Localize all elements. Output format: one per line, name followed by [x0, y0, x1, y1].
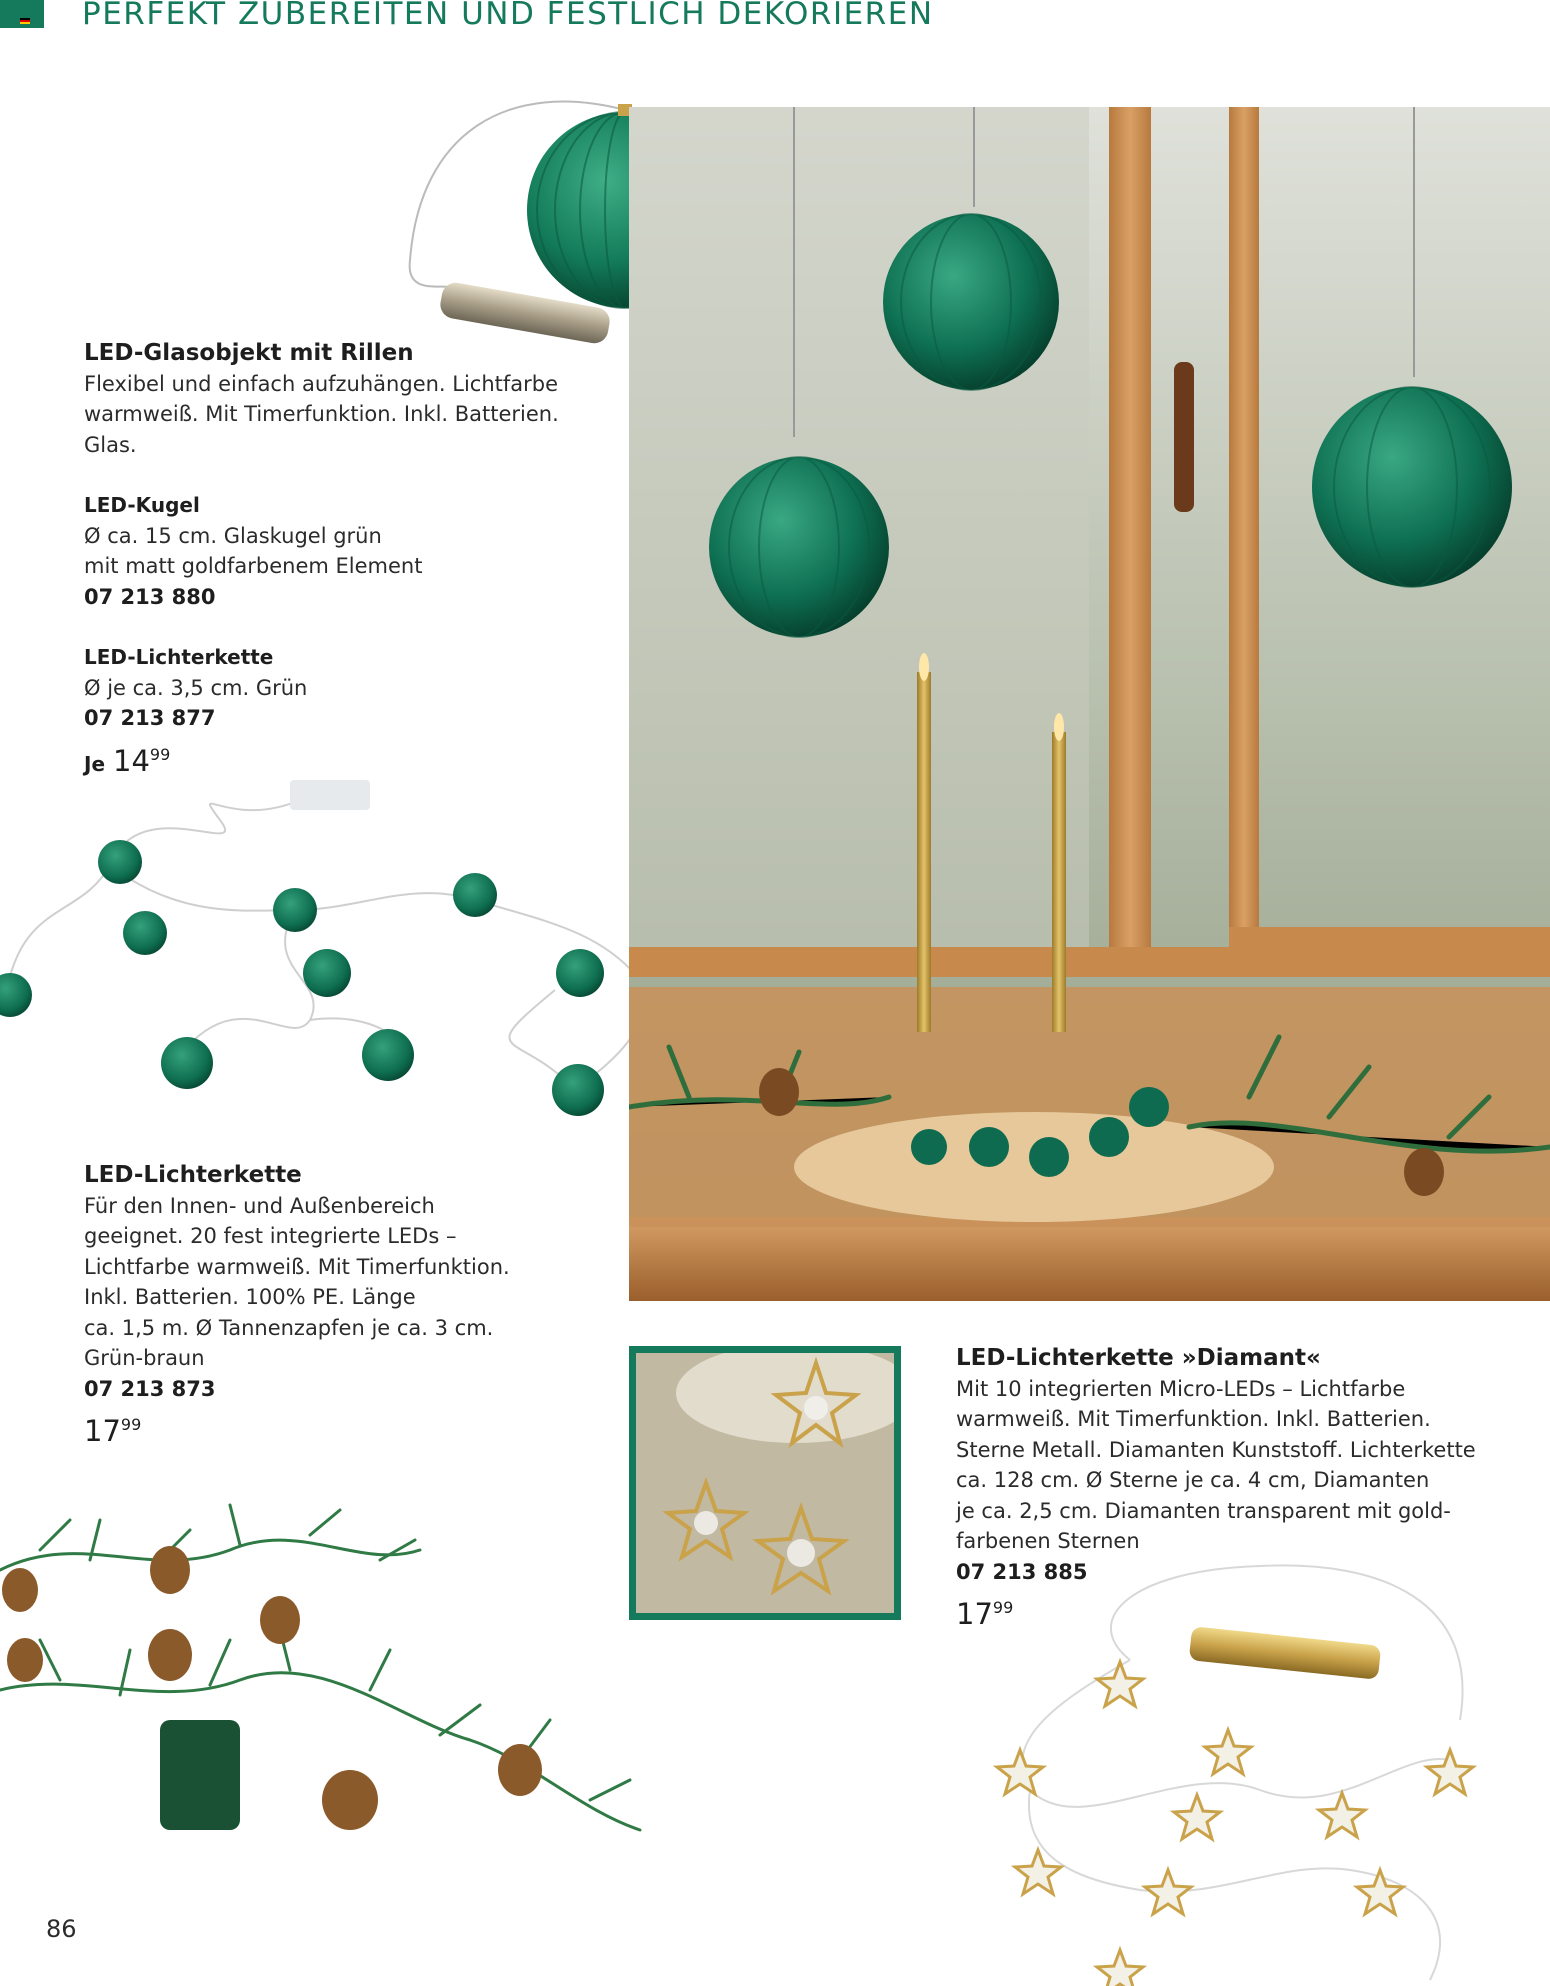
description-line: Glas. — [84, 432, 137, 457]
description-line: Grün-braun — [84, 1346, 205, 1370]
variant-title: LED-Kugel — [84, 493, 200, 517]
article-number: 07 213 880 — [84, 584, 216, 609]
article-number: 07 213 873 — [84, 1376, 216, 1401]
description-line: Mit 10 integrierten Micro-LEDs – Lichtfarbe — [956, 1376, 1406, 1401]
description-line: Lichtfarbe warmweiß. Mit Timerfunktion. — [84, 1254, 510, 1279]
price-main: 14 — [113, 743, 150, 778]
description-line: geeignet. 20 fest integrierte LEDs – — [84, 1224, 457, 1248]
product-title: LED-Lichterkette »Diamant« — [956, 1345, 1321, 1371]
price-prefix: Je — [84, 751, 106, 776]
window-decoration-photo — [629, 107, 1550, 1301]
description-line: mit matt goldfarbenem Element — [84, 554, 423, 578]
description-line: Ø je ca. 3,5 cm. Grün — [84, 675, 308, 700]
page-title: PERFEKT ZUBEREITEN UND FESTLICH DEKORIEREN — [82, 0, 934, 32]
price-cents: 99 — [992, 1598, 1014, 1617]
price-cents: 99 — [120, 1415, 142, 1434]
header-accent-bar — [0, 0, 44, 28]
price — [84, 1410, 141, 1447]
price-cents: 99 — [149, 744, 171, 764]
product-title: LED-Glasobjekt mit Rillen — [84, 340, 414, 366]
description-line: farbenen Sternen — [956, 1529, 1140, 1553]
star-chain-detail-photo — [629, 1346, 901, 1620]
product-glasobjekt — [84, 338, 614, 779]
description-line: Für den Innen- und Außenbereich — [84, 1193, 435, 1218]
product-title: LED-Lichterkette — [84, 1162, 302, 1188]
description-line: warmweiß. Mit Timerfunktion. Inkl. Batterien. — [956, 1407, 1431, 1431]
ornament-light-chain-image — [0, 770, 640, 1140]
flag-icon — [20, 18, 30, 24]
article-number: 07 213 885 — [956, 1559, 1088, 1584]
price-main: 17 — [956, 1597, 993, 1631]
page-number: 86 — [46, 1915, 77, 1943]
description-line: ca. 1,5 m. Ø Tannenzapfen je ca. 3 cm. — [84, 1315, 494, 1340]
variant-title: LED-Lichterkette — [84, 645, 274, 669]
description-line: Flexibel und einfach aufzuhängen. Lichtfarbe — [84, 371, 559, 396]
description-line: Ø ca. 15 cm. Glaskugel grün — [84, 523, 382, 548]
price-main: 17 — [84, 1414, 121, 1448]
star-light-chain-image — [960, 1560, 1520, 1986]
product-lichterkette-tanne — [84, 1160, 614, 1450]
description-line: warmweiß. Mit Timerfunktion. Inkl. Batterien. — [84, 402, 559, 426]
glass-ornament-image — [390, 90, 640, 380]
description-line: Inkl. Batterien. 100% PE. Länge — [84, 1285, 416, 1309]
article-number: 07 213 877 — [84, 706, 216, 730]
description-line: ca. 128 cm. Ø Sterne je ca. 4 cm, Diamanten — [956, 1468, 1430, 1492]
description-line: Sterne Metall. Diamanten Kunststoff. Lichterkette — [956, 1437, 1476, 1462]
description-line: je ca. 2,5 cm. Diamanten transparent mit gold- — [956, 1498, 1451, 1523]
pine-garland-image — [0, 1490, 650, 1870]
